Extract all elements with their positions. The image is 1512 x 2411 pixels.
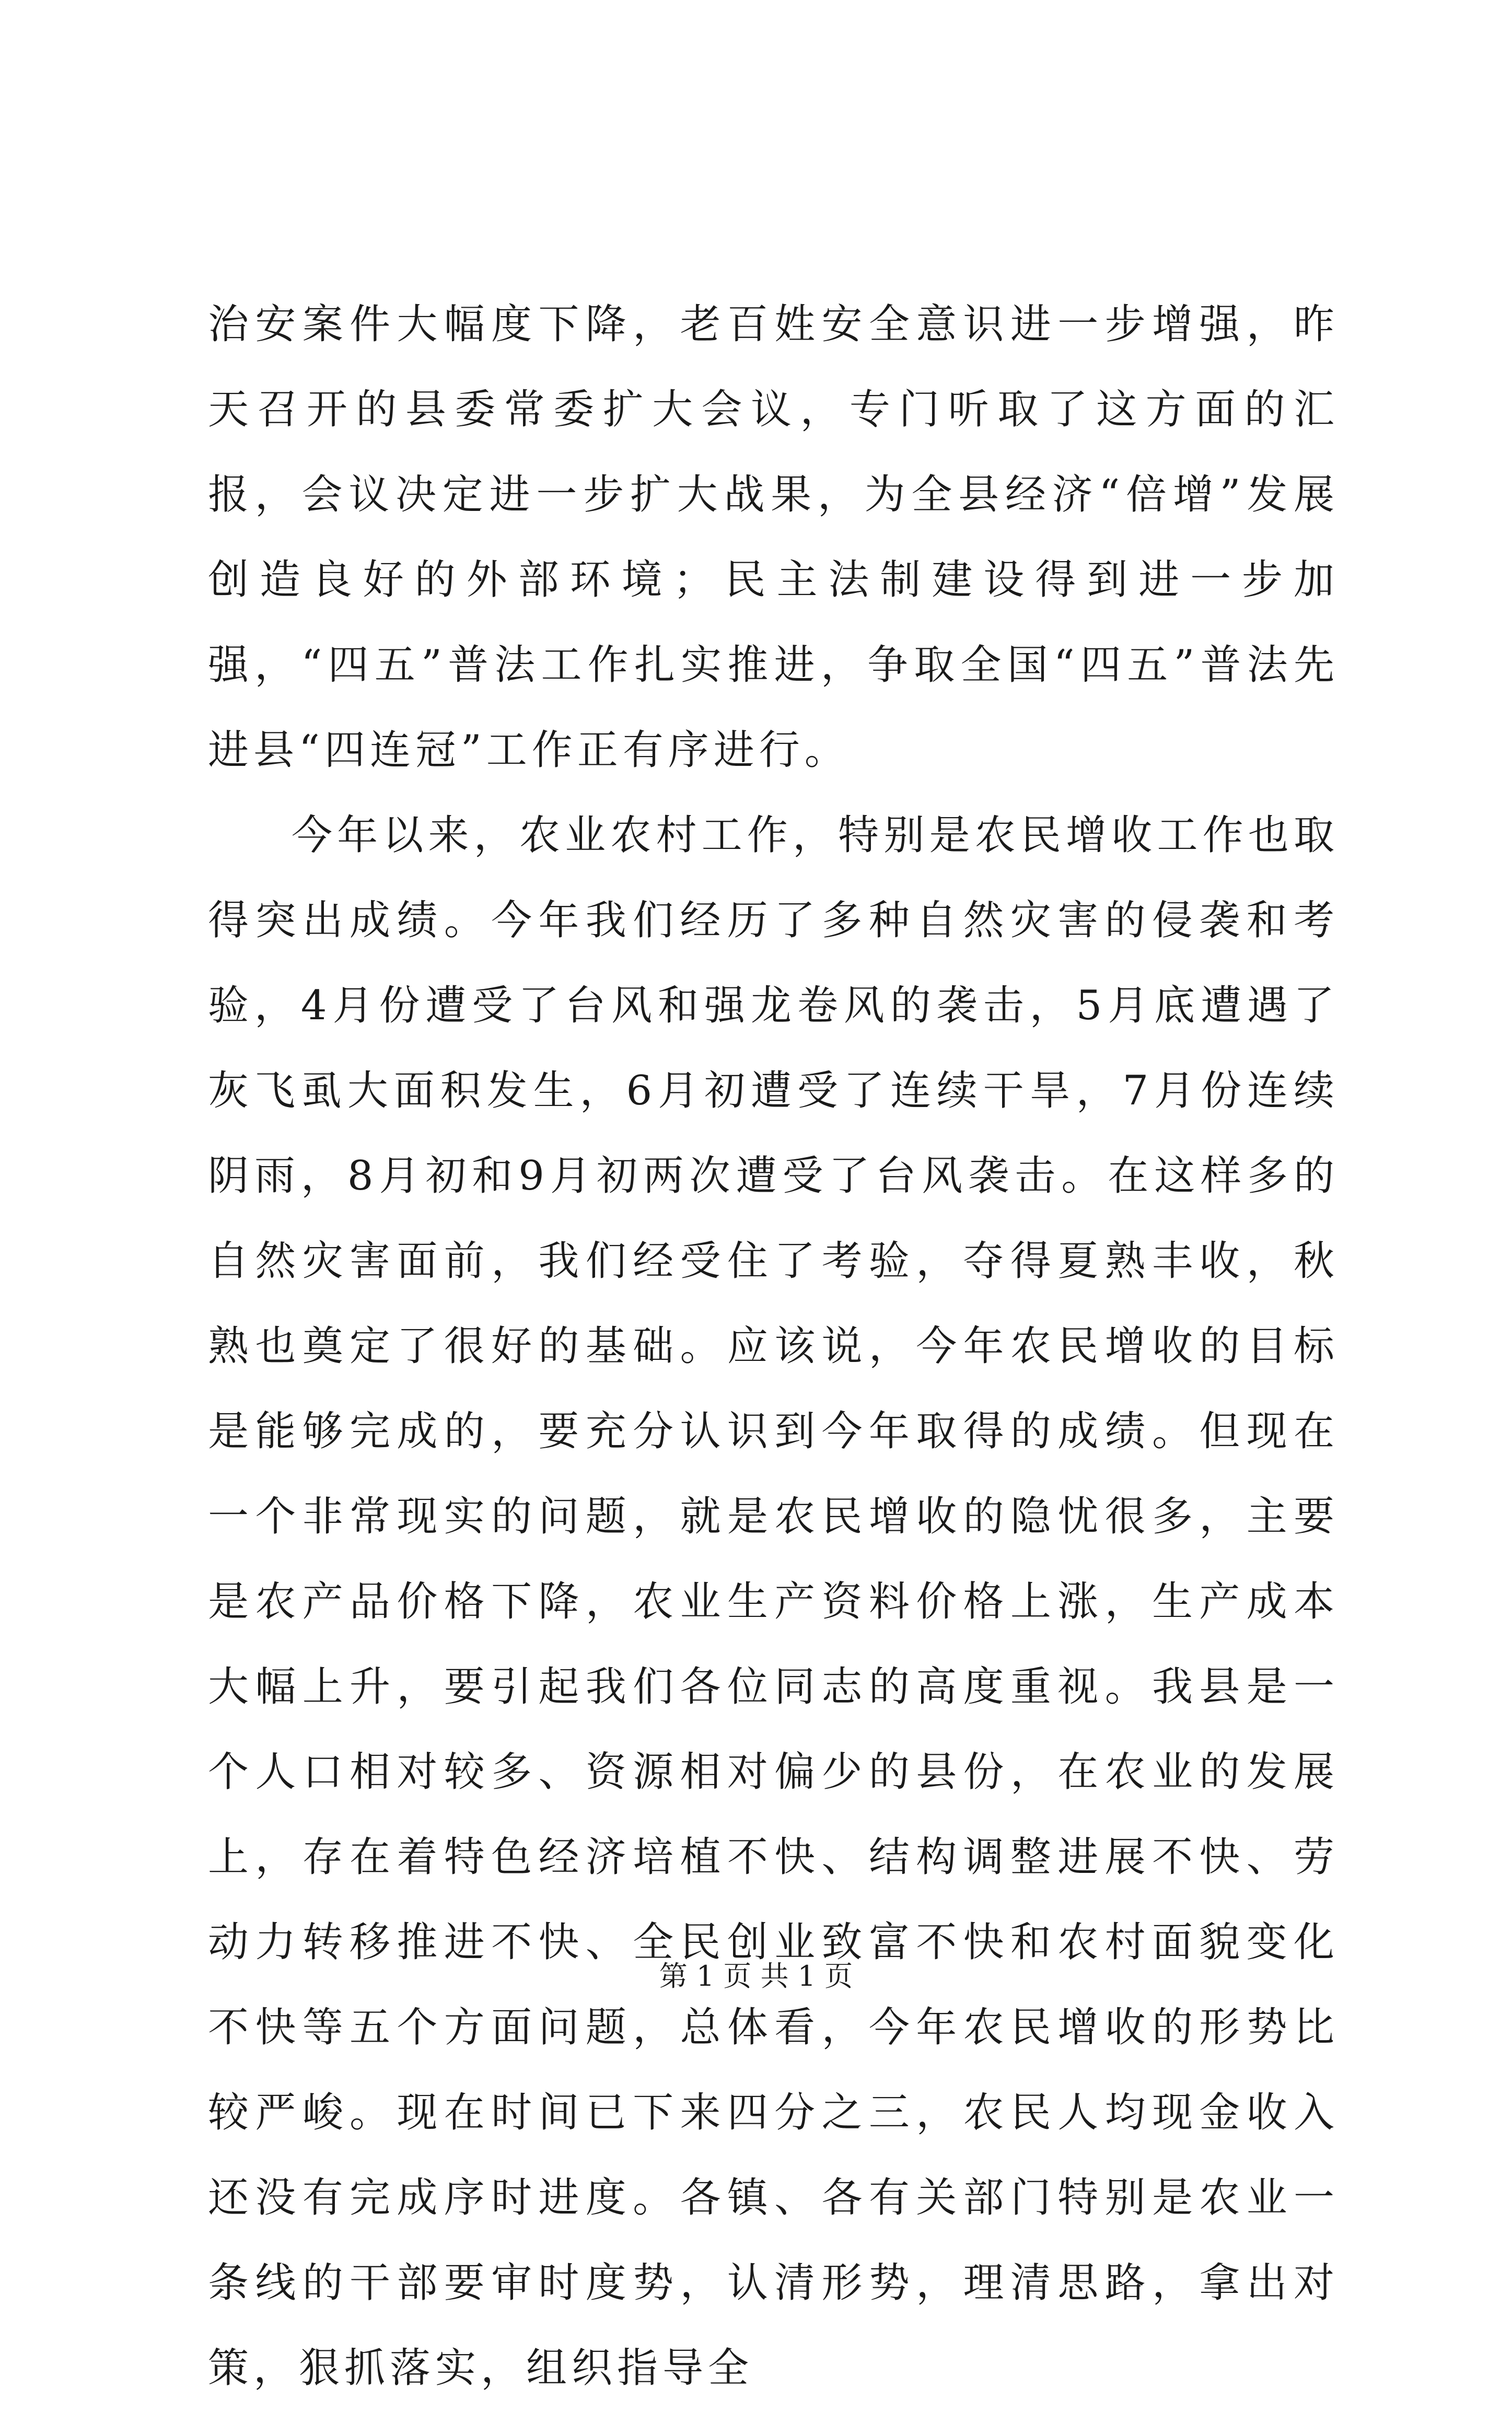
paragraph-1: 治安案件大幅度下降，老百姓安全意识进一步增强，昨天召开的县委常委扩大会议，专门听取了这方面的汇报，会议决定进一步扩大战果，为全县经济“倍增”发展创造良好的外部环境；民主法制建设得到进一步加强，“四五”普法工作扎实推进，争取全国“四五”普法先进县“四连冠”工作正有序进行。 [208, 301, 1339, 774]
page-number-footer: 第 1 页 共 1 页 [659, 1960, 853, 1993]
document-body [208, 282, 1339, 2411]
paragraph-2: 今年以来，农业农村工作，特别是农民增收工作也取得突出成绩。今年我们经历了多种自然灾害的侵袭和考验，4月份遭受了台风和强龙卷风的袭击，5月底遭遇了灰飞虱大面积发生，6月初遭受了连续干旱，7月份连续阴雨，8月初和9月初两次遭受了台风袭击。在这样多的自然灾害面前，我们经受住了考验，夺得夏熟丰收，秋熟也奠定了很好的基础。应该说，今年农民增收的目标是能够完成的，要充分认识到今年取得的成绩。但现在一个非常现实的问题，就是农民增收的隐忧很多，主要是农产品价格下降，农业生产资料价格上涨，生产成本大幅上升，要引起我们各位同志的高度重视。我县是一个人口相对较多、资源相对偏少的县份，在农业的发展上，存在着特色经济培植不快、结构调整进展不快、劳动力转移推进不快、全民创业致富不快和农村面貌变化不快等五个方面问题，总体看，今年农民增收的形势比较严峻。现在时间已下来四分之三，农民人均现金收入还没有完成序时进度。各镇、各有关部门特别是农业一条线的干部要审时度势，认清形势，理清思路，拿出对策，狠抓落实，组织指导全 [208, 812, 1339, 2392]
